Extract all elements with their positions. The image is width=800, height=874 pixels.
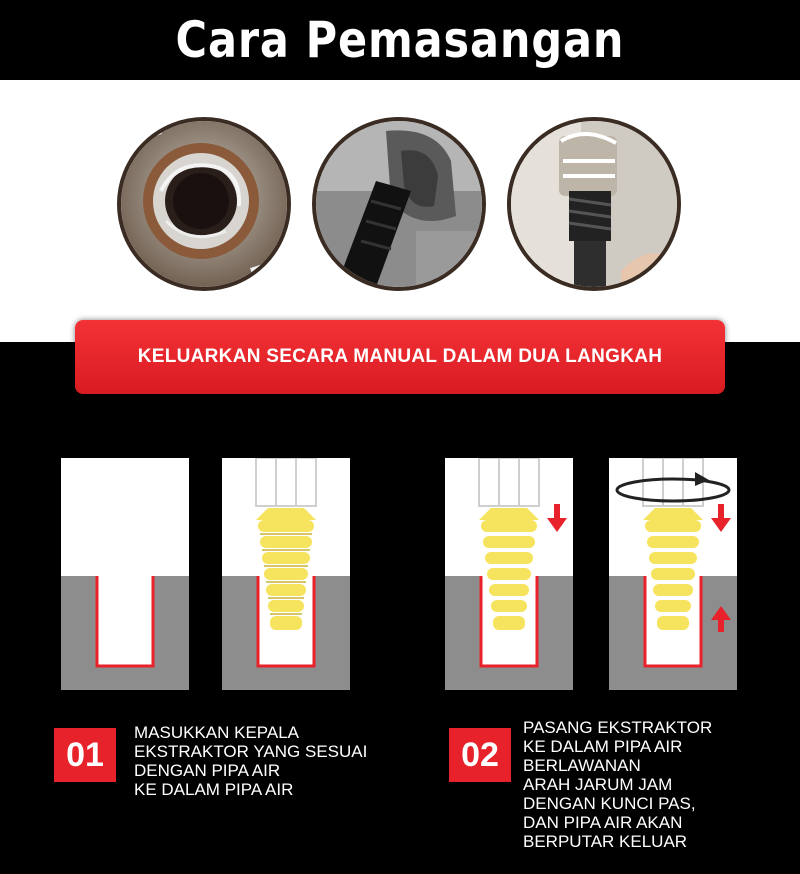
- step-text-01: [134, 723, 367, 799]
- step-line: PASANG EKSTRAKTOR: [523, 718, 713, 737]
- instruction-banner: [75, 320, 725, 394]
- inserting-extractor-photo: [312, 117, 486, 291]
- diagram-extractor-inserted: [222, 458, 350, 690]
- step-line: DENGAN PIPA AIR: [134, 761, 281, 780]
- diagram-rotate: [609, 458, 737, 690]
- diagram-push-down: [445, 458, 573, 690]
- extracted-pipe-photo: [507, 117, 681, 291]
- photo-band: [0, 80, 800, 342]
- step-line: DENGAN KUNCI PAS,: [523, 794, 696, 813]
- header: [0, 0, 800, 80]
- step-number-02: 02: [449, 728, 511, 782]
- step-line: KE DALAM PIPA AIR: [134, 780, 294, 799]
- step-number-01: 01: [54, 728, 116, 782]
- pipe-opening-photo: [117, 117, 291, 291]
- step-line: BERLAWANAN: [523, 756, 641, 775]
- page-title: Cara Pemasangan: [175, 11, 625, 69]
- step-line: BERPUTAR KELUAR: [523, 832, 688, 851]
- step-line: MASUKKAN KEPALA: [134, 723, 300, 742]
- step-line: ARAH JARUM JAM: [523, 775, 673, 794]
- step-line: EKSTRAKTOR YANG SESUAI: [134, 742, 368, 761]
- diagram-empty-pipe: [61, 458, 189, 690]
- step-line: DAN PIPA AIR AKAN: [523, 813, 683, 832]
- step-text-02: [523, 718, 712, 851]
- banner-text: KELUARKAN SECARA MANUAL DALAM DUA LANGKAH: [137, 346, 663, 367]
- step-line: KE DALAM PIPA AIR: [523, 737, 683, 756]
